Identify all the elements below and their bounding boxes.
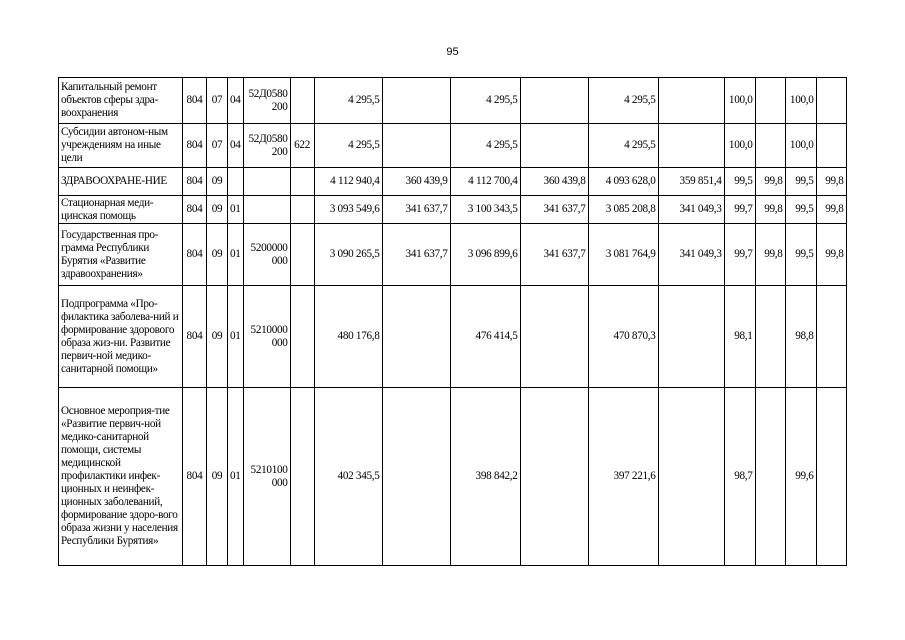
value-2 bbox=[382, 286, 450, 388]
row-name: Основное мероприя-тие «Развитие первич-ной медико-санитарной помощи, системы медицинской профилактики инфек-ционных и неинфек-ционных заболеваний, формирование здоро-вого образа жизни у населения Республики Бурятия» bbox=[59, 388, 183, 566]
value-4 bbox=[520, 388, 588, 566]
value-5: 4 295,5 bbox=[588, 78, 658, 124]
pr-code: 04 bbox=[228, 78, 244, 124]
glav-code: 804 bbox=[183, 286, 207, 388]
percent-4: 99,8 bbox=[816, 168, 846, 196]
value-6 bbox=[658, 78, 724, 124]
percent-2 bbox=[755, 78, 785, 124]
percent-1: 100,0 bbox=[724, 78, 755, 124]
csr-code bbox=[243, 196, 290, 224]
value-2: 341 637,7 bbox=[382, 196, 450, 224]
table-row bbox=[59, 196, 847, 224]
percent-4 bbox=[816, 286, 846, 388]
value-5: 3 081 764,9 bbox=[588, 224, 658, 286]
glav-code: 804 bbox=[183, 224, 207, 286]
value-3: 4 112 700,4 bbox=[450, 168, 520, 196]
percent-4 bbox=[816, 388, 846, 566]
percent-3: 99,6 bbox=[785, 388, 816, 566]
row-name: Государственная про-грамма Республики Бурятия «Развитие здравоохранения» bbox=[59, 224, 183, 286]
value-3: 398 842,2 bbox=[450, 388, 520, 566]
value-3: 4 295,5 bbox=[450, 78, 520, 124]
value-6: 341 049,3 bbox=[658, 224, 724, 286]
percent-4: 99,8 bbox=[816, 196, 846, 224]
csr-code: 5200000 000 bbox=[243, 224, 290, 286]
table-row bbox=[59, 124, 847, 168]
rz-code: 09 bbox=[207, 196, 228, 224]
value-6: 341 049,3 bbox=[658, 196, 724, 224]
pr-code: 01 bbox=[228, 196, 244, 224]
percent-4 bbox=[816, 78, 846, 124]
value-5: 4 093 628,0 bbox=[588, 168, 658, 196]
pr-code bbox=[228, 168, 244, 196]
vr-code bbox=[290, 78, 314, 124]
glav-code: 804 bbox=[183, 388, 207, 566]
percent-1: 98,7 bbox=[724, 388, 755, 566]
value-1: 4 295,5 bbox=[314, 78, 382, 124]
value-4: 341 637,7 bbox=[520, 224, 588, 286]
table-row bbox=[59, 388, 847, 566]
value-3: 4 295,5 bbox=[450, 124, 520, 168]
percent-1: 99,5 bbox=[724, 168, 755, 196]
glav-code: 804 bbox=[183, 124, 207, 168]
pr-code: 01 bbox=[228, 388, 244, 566]
row-name: Стационарная меди-цинская помощь bbox=[59, 196, 183, 224]
percent-1: 100,0 bbox=[724, 124, 755, 168]
value-4 bbox=[520, 286, 588, 388]
percent-3: 100,0 bbox=[785, 124, 816, 168]
percent-2 bbox=[755, 388, 785, 566]
value-6 bbox=[658, 124, 724, 168]
value-5: 397 221,6 bbox=[588, 388, 658, 566]
value-5: 3 085 208,8 bbox=[588, 196, 658, 224]
value-4 bbox=[520, 78, 588, 124]
value-3: 3 096 899,6 bbox=[450, 224, 520, 286]
glav-code: 804 bbox=[183, 168, 207, 196]
value-1: 3 093 549,6 bbox=[314, 196, 382, 224]
value-1: 4 295,5 bbox=[314, 124, 382, 168]
percent-1: 99,7 bbox=[724, 224, 755, 286]
value-2 bbox=[382, 388, 450, 566]
value-1: 3 090 265,5 bbox=[314, 224, 382, 286]
csr-code: 5210100 000 bbox=[243, 388, 290, 566]
row-name: ЗДРАВООХРАНЕ-НИЕ bbox=[59, 168, 183, 196]
page-number: 95 bbox=[446, 46, 459, 58]
value-6 bbox=[658, 388, 724, 566]
rz-code: 07 bbox=[207, 78, 228, 124]
percent-1: 99,7 bbox=[724, 196, 755, 224]
value-5: 470 870,3 bbox=[588, 286, 658, 388]
vr-code bbox=[290, 388, 314, 566]
percent-3: 99,5 bbox=[785, 168, 816, 196]
percent-3: 100,0 bbox=[785, 78, 816, 124]
vr-code bbox=[290, 224, 314, 286]
table-row bbox=[59, 224, 847, 286]
value-5: 4 295,5 bbox=[588, 124, 658, 168]
value-2: 360 439,9 bbox=[382, 168, 450, 196]
pr-code: 01 bbox=[228, 224, 244, 286]
percent-2 bbox=[755, 124, 785, 168]
pr-code: 01 bbox=[228, 286, 244, 388]
rz-code: 09 bbox=[207, 388, 228, 566]
value-1: 402 345,5 bbox=[314, 388, 382, 566]
percent-3: 99,5 bbox=[785, 224, 816, 286]
value-4 bbox=[520, 124, 588, 168]
row-name: Капитальный ремонт объектов сферы здра-воохранения bbox=[59, 78, 183, 124]
budget-table-body bbox=[59, 78, 847, 566]
percent-3: 99,5 bbox=[785, 196, 816, 224]
csr-code bbox=[243, 168, 290, 196]
row-name: Подпрограмма «Про-филактика заболева-ний и формирование здорового образа жиз-ни. Развитие первич-ной медико-санитарной помощи» bbox=[59, 286, 183, 388]
percent-2 bbox=[755, 286, 785, 388]
percent-4 bbox=[816, 124, 846, 168]
value-4: 341 637,7 bbox=[520, 196, 588, 224]
percent-2: 99,8 bbox=[755, 196, 785, 224]
vr-code bbox=[290, 286, 314, 388]
table-row bbox=[59, 168, 847, 196]
vr-code bbox=[290, 196, 314, 224]
value-2: 341 637,7 bbox=[382, 224, 450, 286]
pr-code: 04 bbox=[228, 124, 244, 168]
table-row bbox=[59, 78, 847, 124]
csr-code: 5210000 000 bbox=[243, 286, 290, 388]
vr-code: 622 bbox=[290, 124, 314, 168]
glav-code: 804 bbox=[183, 78, 207, 124]
rz-code: 09 bbox=[207, 168, 228, 196]
rz-code: 07 bbox=[207, 124, 228, 168]
csr-code: 52Д0580 200 bbox=[243, 124, 290, 168]
vr-code bbox=[290, 168, 314, 196]
value-1: 480 176,8 bbox=[314, 286, 382, 388]
rz-code: 09 bbox=[207, 286, 228, 388]
rz-code: 09 bbox=[207, 224, 228, 286]
value-6: 359 851,4 bbox=[658, 168, 724, 196]
value-2 bbox=[382, 124, 450, 168]
csr-code: 52Д0580 200 bbox=[243, 78, 290, 124]
value-3: 3 100 343,5 bbox=[450, 196, 520, 224]
percent-4: 99,8 bbox=[816, 224, 846, 286]
percent-1: 98,1 bbox=[724, 286, 755, 388]
percent-3: 98,8 bbox=[785, 286, 816, 388]
glav-code: 804 bbox=[183, 196, 207, 224]
value-3: 476 414,5 bbox=[450, 286, 520, 388]
value-1: 4 112 940,4 bbox=[314, 168, 382, 196]
value-4: 360 439,8 bbox=[520, 168, 588, 196]
row-name: Субсидии автоном-ным учреждениям на иные цели bbox=[59, 124, 183, 168]
value-6 bbox=[658, 286, 724, 388]
percent-2: 99,8 bbox=[755, 168, 785, 196]
percent-2: 99,8 bbox=[755, 224, 785, 286]
table-row bbox=[59, 286, 847, 388]
budget-table bbox=[58, 77, 847, 566]
value-2 bbox=[382, 78, 450, 124]
